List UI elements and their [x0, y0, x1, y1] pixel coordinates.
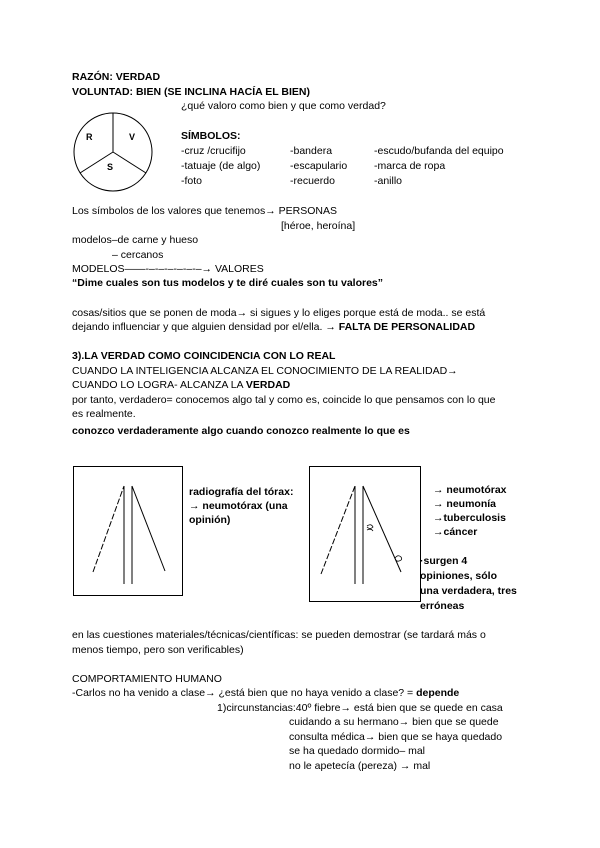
- moda-line: cosas/sitios que se ponen de moda→ si sigues y lo eliges porque está de moda.. se está: [72, 307, 486, 319]
- simbolo-item: -foto: [181, 175, 203, 187]
- modelos-line: modelos–de carne y hueso: [72, 234, 199, 246]
- comportamiento-line: [72, 687, 459, 700]
- opinion-note: erróneas: [420, 600, 465, 612]
- carlos-text: -Carlos no ha venido a clase→ ¿está bien que no haya venido a clase? =: [72, 687, 417, 699]
- circle-label-r: R: [86, 132, 93, 142]
- comportamiento-line: se ha quedado dormido– mal: [289, 745, 426, 757]
- comportamiento-line: cuidando a su hermano→ bien que se quede: [289, 716, 499, 728]
- diagnosis-option: → neumonía: [433, 498, 497, 510]
- modelos-line: [héroe, heroína]: [281, 220, 356, 232]
- simbolo-item: -tatuaje (de algo): [181, 160, 261, 172]
- verdad-line: [72, 379, 290, 392]
- moda-line: [72, 321, 475, 334]
- rvs-circle-diagram: [68, 107, 158, 197]
- opinion-note: una verdadera, tres: [420, 585, 517, 597]
- depende-word: depende: [416, 687, 460, 699]
- simbolo-item: -anillo: [374, 175, 403, 187]
- verdad-word: VERDAD: [245, 379, 291, 391]
- simbolo-item: -cruz /crucifijo: [181, 145, 246, 157]
- xray-box-left: [73, 466, 183, 596]
- verdad-text: CUANDO LO LOGRA- ALCANZA LA: [72, 379, 246, 391]
- radiografia-label: radiografía del tórax:: [189, 486, 294, 498]
- comportamiento-line: consulta médica→ bien que se haya quedado: [289, 731, 503, 743]
- modelos-line: – cercanos: [112, 249, 164, 261]
- comportamiento-line: 1)circunstancias:40º fiebre→ está bien que se quede en casa: [217, 702, 503, 714]
- materiales-line: menos tiempo, pero son verificables): [72, 644, 244, 656]
- circle-label-s: S: [107, 162, 114, 172]
- question-text: ¿qué valoro como bien y que como verdad?: [181, 100, 386, 112]
- comportamiento-line: no le apetecía (pereza) → mal: [289, 760, 431, 772]
- verdad-heading: 3).LA VERDAD COMO COINCIDENCIA CON LO REAL: [72, 350, 336, 362]
- verdad-line: es realmente.: [72, 408, 136, 420]
- opinion-note: ·surgen 4: [420, 555, 468, 567]
- circle-label-v: V: [129, 132, 136, 142]
- diagnosis-option: → neumotórax: [433, 484, 507, 496]
- radiografia-label: → neumotórax (una: [189, 500, 288, 512]
- comportamiento-heading: COMPORTAMIENTO HUMANO: [72, 673, 222, 685]
- opinion-note: opiniones, sólo: [420, 570, 498, 582]
- heading-voluntad: VOLUNTAD: BIEN (SE INCLINA HACÍA EL BIEN): [72, 86, 310, 98]
- moda-text: dejando influenciar y que alguien densidad por el/ella. →: [72, 321, 339, 333]
- heading-razon: RAZÓN: VERDAD: [72, 71, 161, 83]
- verdad-conclusion: conozco verdaderamente algo cuando conozco realmente lo que es: [72, 425, 410, 437]
- simbolos-title: SÍMBOLOS:: [181, 130, 241, 142]
- modelos-line: MODELOS——-–-–-–-–-–-–→ VALORES: [72, 263, 264, 275]
- verdad-line: CUANDO LA INTELIGENCIA ALCANZA EL CONOCIMIENTO DE LA REALIDAD→: [72, 365, 458, 377]
- radiografia-label: opinión): [189, 514, 231, 526]
- simbolo-item: -recuerdo: [290, 175, 335, 187]
- xray-box-right: [309, 466, 421, 602]
- modelos-line: Los símbolos de los valores que tenemos→ PERSONAS: [72, 205, 337, 217]
- simbolo-item: -marca de ropa: [374, 160, 446, 172]
- diagnosis-option: →tuberculosis: [433, 512, 506, 524]
- falta-personalidad: FALTA DE PERSONALIDAD: [338, 321, 476, 333]
- simbolo-item: -escudo/bufanda del equipo: [374, 145, 504, 157]
- diagnosis-option: →cáncer: [433, 526, 478, 538]
- verdad-line: por tanto, verdadero= conocemos algo tal y como es, coincide lo que pensamos con lo que: [72, 394, 496, 406]
- modelos-quote: “Dime cuales son tus modelos y te diré cuales son tu valores”: [72, 277, 384, 289]
- simbolo-item: -bandera: [290, 145, 333, 157]
- simbolo-item: -escapulario: [290, 160, 348, 172]
- materiales-line: en las cuestiones materiales/técnicas/científicas: se pueden demostrar (se tardará más o: [72, 629, 486, 641]
